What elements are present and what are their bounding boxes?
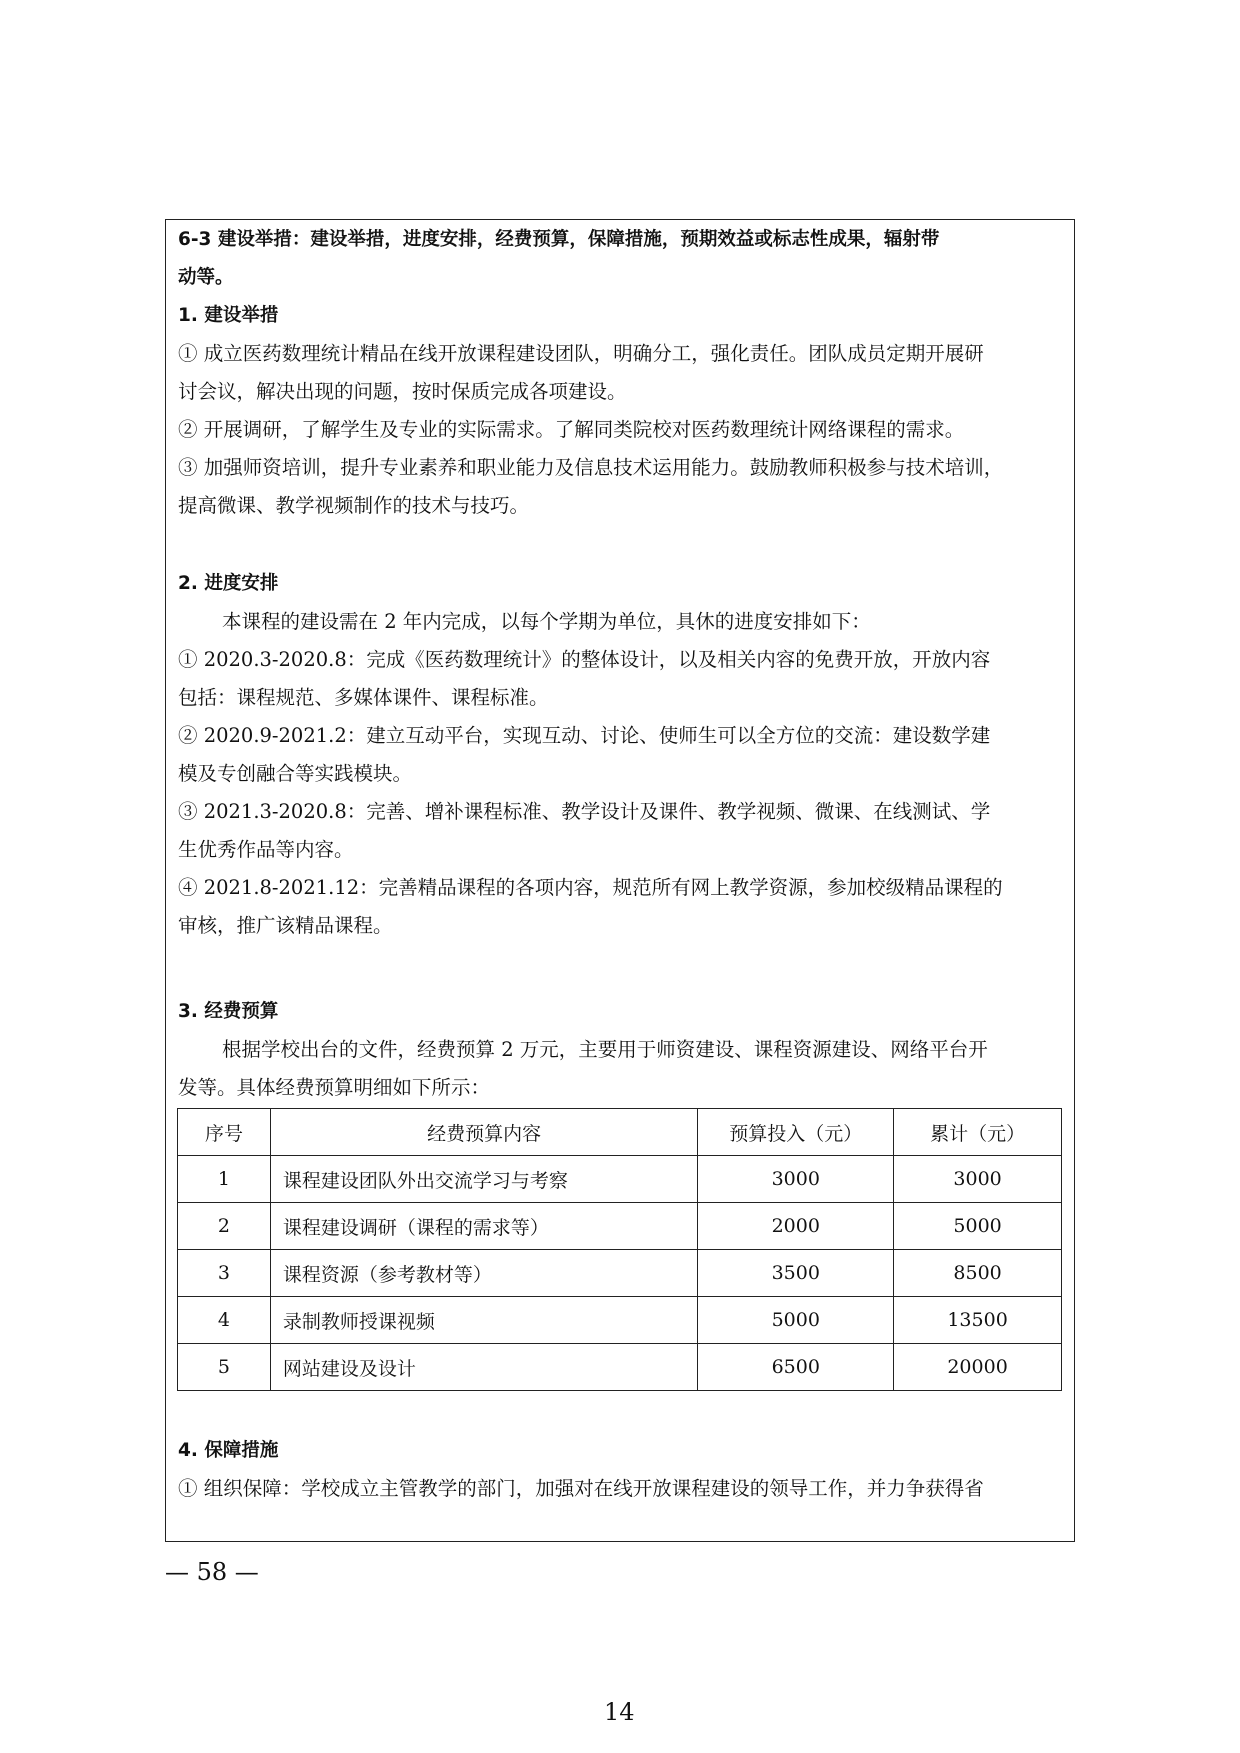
cell-total: 20000 xyxy=(894,1344,1062,1391)
section-heading: 6-3 建设举措：建设举措，进度安排，经费预算，保障措施，预期效益或标志性成果，辐射带 xyxy=(178,229,940,250)
cell-item: 课程资源（参考教材等） xyxy=(270,1250,697,1297)
cell-budget: 5000 xyxy=(698,1297,894,1344)
s1-p3: ③ 加强师资培训，提升专业素养和职业能力及信息技术运用能力。鼓励教师积极参与技术培训， xyxy=(178,456,1004,479)
s1-p1: ① 成立医药数理统计精品在线开放课程建设团队，明确分工，强化责任。团队成员定期开展研 xyxy=(178,342,984,365)
cell-no: 5 xyxy=(178,1344,271,1391)
cell-budget: 3500 xyxy=(698,1250,894,1297)
inner-page-number: — 58 — xyxy=(165,1558,259,1586)
cell-no: 3 xyxy=(178,1250,271,1297)
cell-no: 2 xyxy=(178,1203,271,1250)
s2-item-2: ② 2020.9-2021.2：建立互动平台，实现互动、讨论、使师生可以全方位的交流：建设数学建 xyxy=(178,724,991,747)
budget-table xyxy=(177,1108,1062,1391)
cell-total: 3000 xyxy=(894,1156,1062,1203)
cell-total: 8500 xyxy=(894,1250,1062,1297)
col-header-item: 经费预算内容 xyxy=(270,1109,697,1156)
s2-item-4-cont: 审核，推广该精品课程。 xyxy=(178,914,393,937)
s2-item-2-cont: 模及专创融合等实践模块。 xyxy=(178,762,413,785)
section-heading-cont: 动等。 xyxy=(178,267,234,288)
cell-budget: 6500 xyxy=(698,1344,894,1391)
cell-total: 13500 xyxy=(894,1297,1062,1344)
cell-total: 5000 xyxy=(894,1203,1062,1250)
s2-item-4: ④ 2021.8-2021.12：完善精品课程的各项内容，规范所有网上教学资源，参加校级精品课程的 xyxy=(178,876,1003,899)
s2-item-1-cont: 包括：课程规范、多媒体课件、课程标准。 xyxy=(178,686,549,709)
s3-intro-cont: 发等。具体经费预算明细如下所示： xyxy=(178,1076,491,1099)
s1-title: 1. 建设举措 xyxy=(178,305,279,326)
cell-item: 网站建设及设计 xyxy=(270,1344,697,1391)
table-row xyxy=(178,1297,1062,1344)
s4-p1: ① 组织保障：学校成立主管教学的部门，加强对在线开放课程建设的领导工作，并力争获得省 xyxy=(178,1477,984,1500)
cell-item: 录制教师授课视频 xyxy=(270,1297,697,1344)
cell-no: 4 xyxy=(178,1297,271,1344)
table-row xyxy=(178,1203,1062,1250)
s4-title: 4. 保障措施 xyxy=(178,1440,279,1461)
cell-item: 课程建设调研（课程的需求等） xyxy=(270,1203,697,1250)
table-header-row xyxy=(178,1109,1062,1156)
col-header-budget: 预算投入（元） xyxy=(698,1109,894,1156)
s2-title: 2. 进度安排 xyxy=(178,573,279,594)
s1-p2: ② 开展调研，了解学生及专业的实际需求。了解同类院校对医药数理统计网络课程的需求。 xyxy=(178,418,965,441)
cell-item: 课程建设团队外出交流学习与考察 xyxy=(270,1156,697,1203)
cell-no: 1 xyxy=(178,1156,271,1203)
cell-budget: 2000 xyxy=(698,1203,894,1250)
s2-item-3-cont: 生优秀作品等内容。 xyxy=(178,838,354,861)
s2-item-1: ① 2020.3-2020.8：完成《医药数理统计》的整体设计，以及相关内容的免费开放，开放内容 xyxy=(178,648,991,671)
s3-title: 3. 经费预算 xyxy=(178,1001,279,1022)
outer-page-number: 14 xyxy=(604,1698,635,1726)
table-row xyxy=(178,1250,1062,1297)
table-row xyxy=(178,1156,1062,1203)
s1-p1-cont: 讨会议，解决出现的问题，按时保质完成各项建设。 xyxy=(178,380,627,403)
s1-p3-cont: 提高微课、教学视频制作的技术与技巧。 xyxy=(178,494,530,517)
table-row xyxy=(178,1344,1062,1391)
cell-budget: 3000 xyxy=(698,1156,894,1203)
s2-item-3: ③ 2021.3-2020.8：完善、增补课程标准、教学设计及课件、教学视频、微课、在线测试、学 xyxy=(178,800,991,823)
col-header-no: 序号 xyxy=(178,1109,271,1156)
s2-intro: 本课程的建设需在 2 年内完成，以每个学期为单位，具休的进度安排如下： xyxy=(222,610,871,633)
s3-intro: 根据学校出台的文件，经费预算 2 万元，主要用于师资建设、课程资源建设、网络平台开 xyxy=(222,1038,988,1061)
col-header-total: 累计（元） xyxy=(894,1109,1062,1156)
